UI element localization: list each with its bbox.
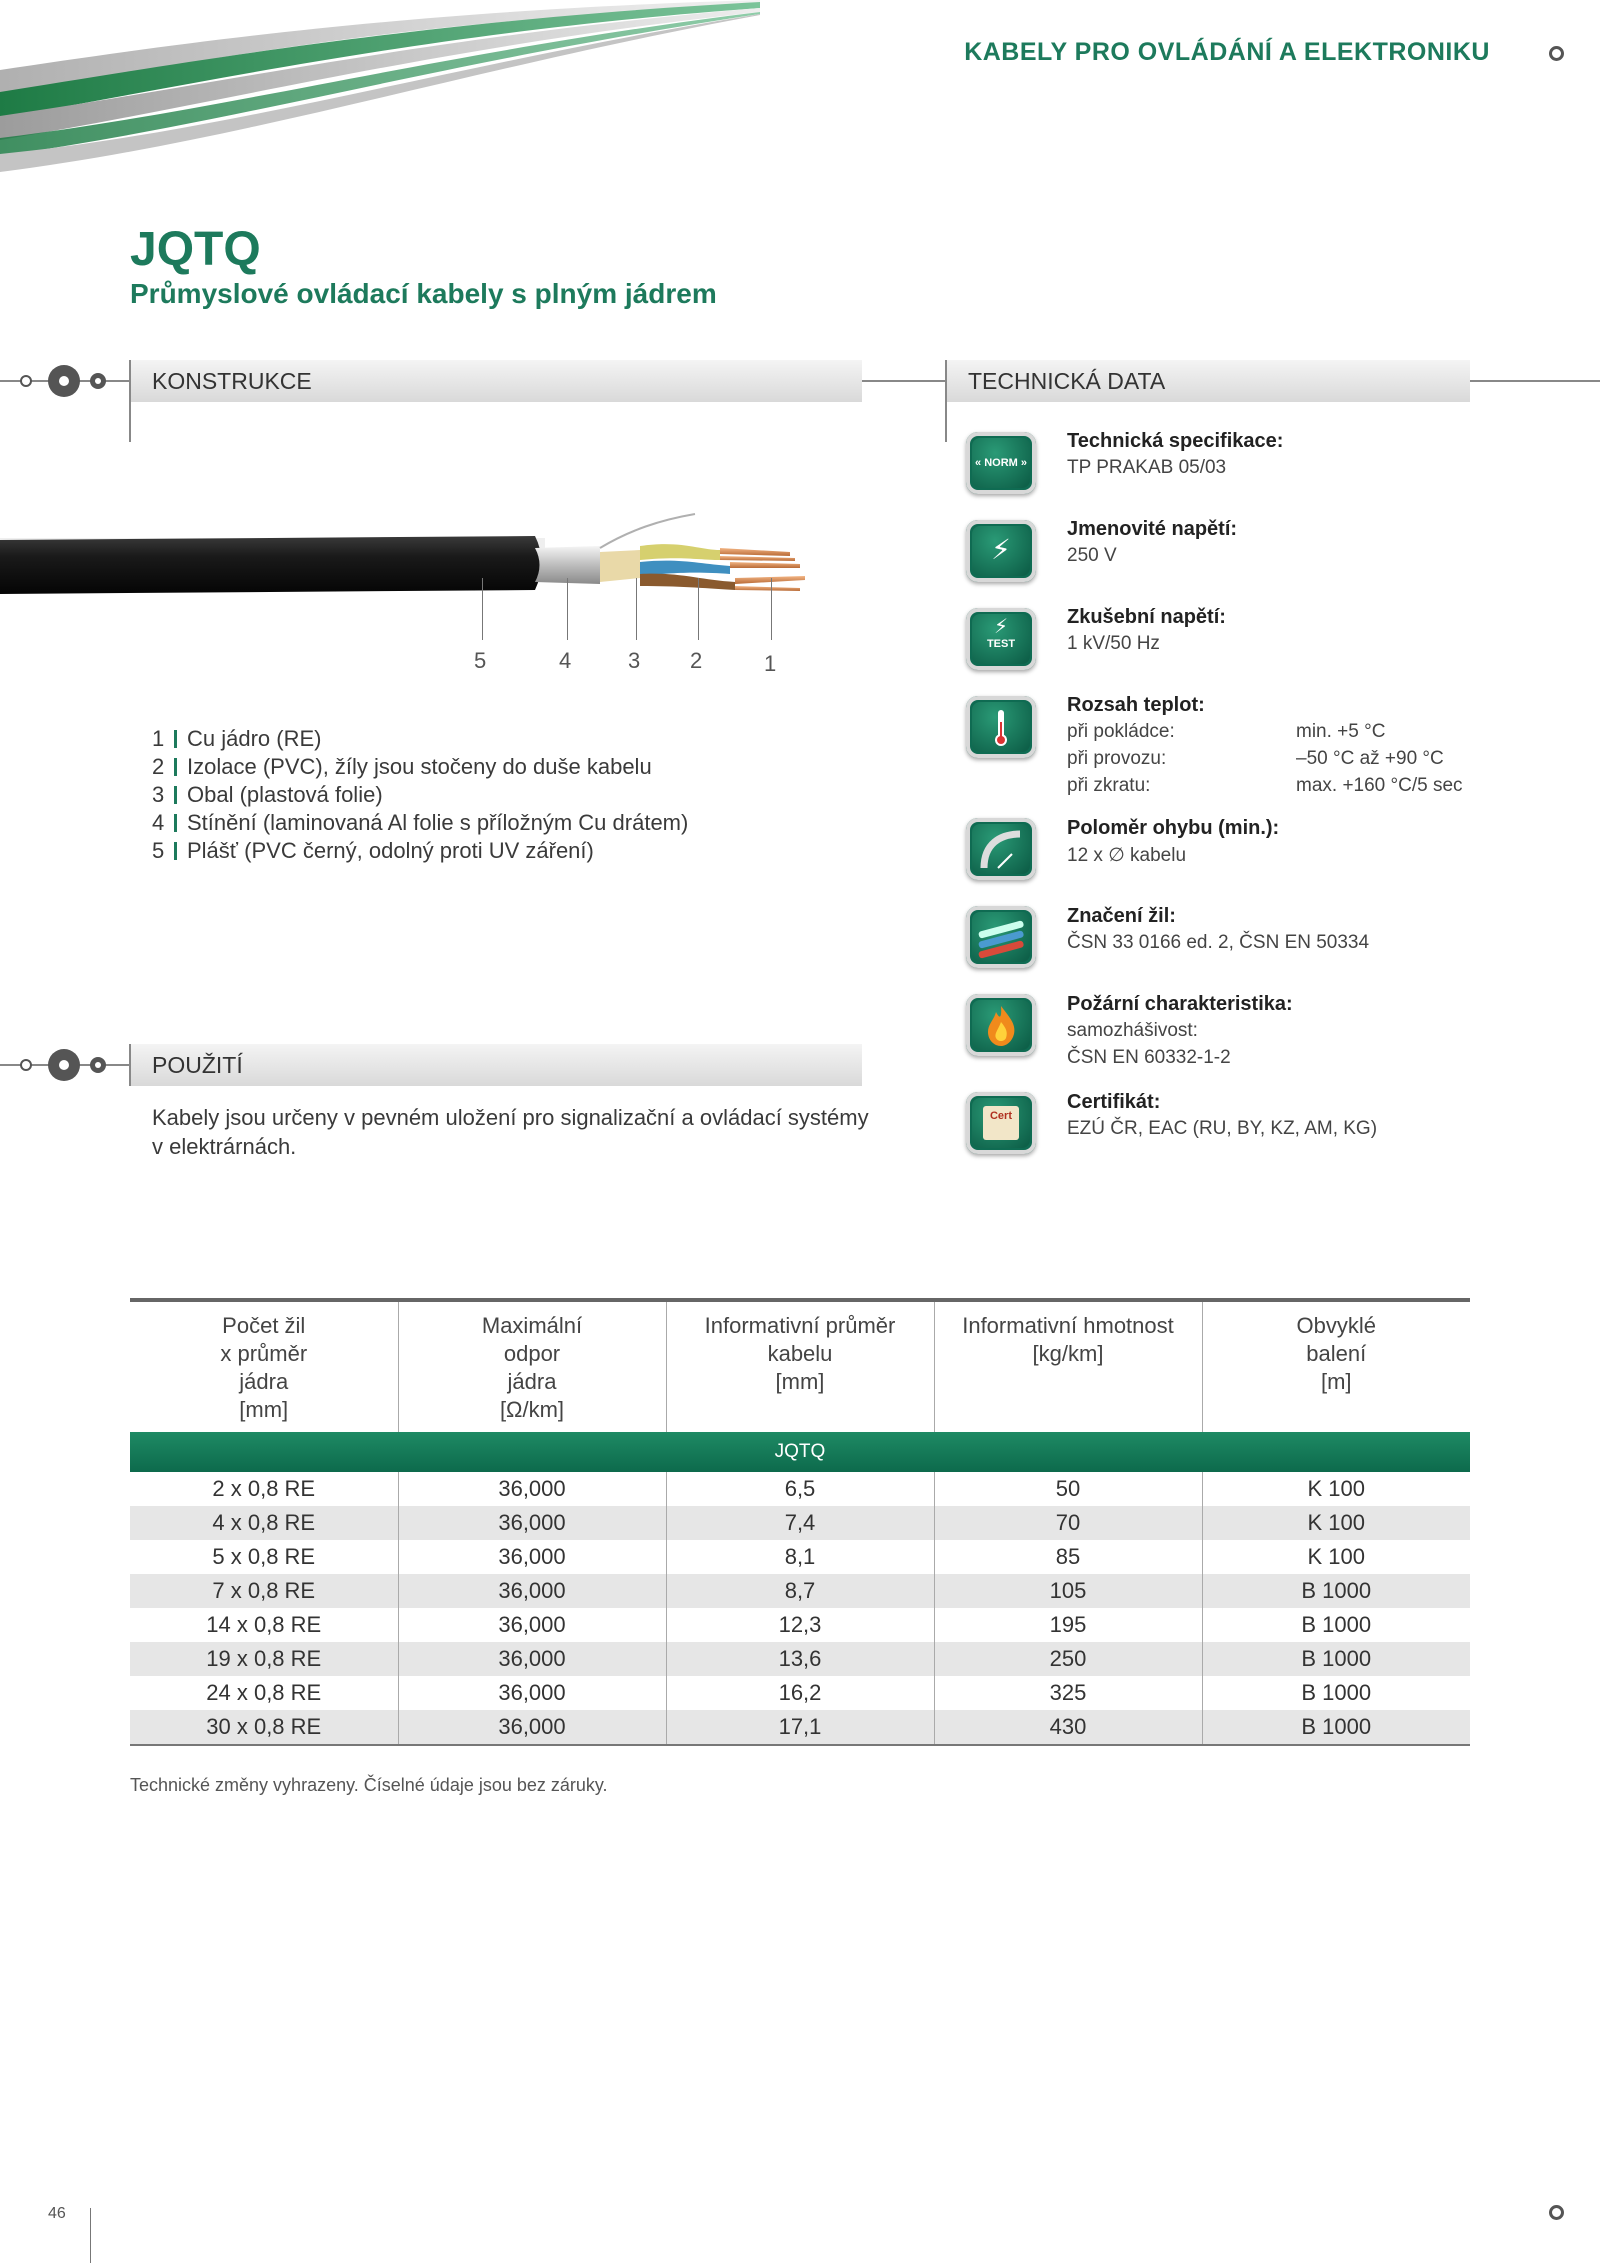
callout-number: 4: [559, 648, 572, 673]
list-item: 4 Stínění (laminovaná Al folie s příložným Cu drátem): [152, 810, 689, 835]
temp-value: min. +5 °C: [1296, 721, 1386, 742]
test-voltage-icon: ⚡ TEST: [966, 608, 1036, 670]
table-row: 14 x 0,8 RE 36,000 12,3 195 B 1000: [130, 1608, 1470, 1642]
thermometer-icon: [966, 696, 1036, 758]
callout-line-3: [636, 578, 637, 640]
callout-line-4: [567, 578, 568, 640]
spec-value: 12 x ∅ kabelu: [1067, 845, 1187, 866]
norm-icon: « NORM »: [966, 432, 1036, 494]
spec-value: ČSN EN 60332-1-2: [1067, 1047, 1231, 1068]
section-divider: [945, 360, 947, 442]
connector-dot-icon: [20, 1059, 32, 1071]
spec-label: Jmenovité napětí:: [1067, 518, 1238, 540]
table-row: 4 x 0,8 RE 36,000 7,4 70 K 100: [130, 1506, 1470, 1540]
table-row: 2 x 0,8 RE 36,000 6,5 50 K 100: [130, 1472, 1470, 1506]
spec-label: Certifikát:: [1067, 1091, 1161, 1113]
temp-value: max. +160 °C/5 sec: [1296, 775, 1463, 796]
callout-number: 1: [764, 651, 777, 676]
callout-line-1: [771, 578, 772, 640]
spec-value: 250 V: [1067, 545, 1117, 566]
list-item: 3 Obal (plastová folie): [152, 782, 383, 807]
product-code: JQTQ: [130, 223, 261, 276]
connector-dot-icon: [20, 375, 32, 387]
footer-divider: [90, 2208, 91, 2263]
column-header-weight: Informativní hmotnost [kg/km]: [934, 1300, 1202, 1432]
table-row: 30 x 0,8 RE 36,000 17,1 430 B 1000: [130, 1710, 1470, 1745]
callout-line-5: [482, 578, 483, 640]
technical-connector-line: [862, 380, 946, 382]
spec-value: TP PRAKAB 05/03: [1067, 457, 1227, 478]
table-header-row: [130, 1300, 1470, 1432]
spec-value: ČSN 33 0166 ed. 2, ČSN EN 50334: [1067, 932, 1370, 953]
product-subtitle: Průmyslové ovládací kabely s plným jádrem: [130, 278, 717, 309]
callout-number: 3: [628, 648, 641, 673]
list-item: 2 Izolace (PVC), žíly jsou stočeny do duše kabelu: [152, 754, 652, 779]
bend-radius-icon: [966, 818, 1036, 880]
footnote: Technické změny vyhrazeny. Číselné údaje jsou bez záruky.: [130, 1775, 608, 1795]
fire-icon: [966, 994, 1036, 1056]
connector-ring-icon: [48, 1049, 80, 1081]
column-header-cores: Počet žil x průměr jádra [mm]: [130, 1300, 398, 1432]
column-header-diameter: Informativní průměr kabelu [mm]: [666, 1300, 934, 1432]
temp-label: při pokládce:: [1067, 721, 1175, 742]
spec-value: samozhášivost:: [1067, 1020, 1198, 1041]
cable-illustration: [0, 490, 900, 670]
spec-label: Technická specifikace:: [1067, 430, 1284, 452]
cable-swoosh-decoration: [0, 0, 760, 180]
column-header-packaging: Obvyklé balení [m]: [1296, 1313, 1376, 1394]
spec-label: Značení žil:: [1067, 905, 1176, 927]
certificate-icon: Cert: [966, 1092, 1036, 1154]
section-usage-header: POUŽITÍ: [130, 1044, 862, 1086]
spec-label: Zkušební napětí:: [1067, 606, 1226, 628]
spec-value: 1 kV/50 Hz: [1067, 633, 1160, 654]
spec-label: Rozsah teplot:: [1067, 694, 1205, 716]
spec-value: EZÚ ČR, EAC (RU, BY, KZ, AM, KG): [1067, 1118, 1378, 1139]
header-ring-icon: [1549, 46, 1564, 61]
section-construction-header: KONSTRUKCE: [130, 360, 862, 402]
temp-label: při zkratu:: [1067, 775, 1151, 796]
spec-label: Požární charakteristika:: [1067, 993, 1293, 1015]
list-item: 1 Cu jádro (RE): [152, 726, 322, 751]
footer-ring-icon: [1549, 2205, 1564, 2220]
column-header-resistance: Maximální odpor jádra [Ω/km]: [398, 1300, 666, 1432]
header-title: KABELY PRO OVLÁDÁNÍ A ELEKTRONIKU: [964, 38, 1490, 66]
table-row: 19 x 0,8 RE 36,000 13,6 250 B 1000: [130, 1642, 1470, 1676]
temp-value: –50 °C až +90 °C: [1296, 748, 1444, 769]
list-item: 5 Plášť (PVC černý, odolný proti UV záření): [152, 838, 594, 863]
callout-line-2: [698, 578, 699, 640]
voltage-icon: ⚡: [966, 520, 1036, 582]
construction-list: [152, 725, 688, 865]
page-number: 46: [48, 2205, 66, 2222]
temp-label: při provozu:: [1067, 748, 1167, 769]
connector-dot-icon: [90, 373, 106, 389]
connector-dot-icon: [90, 1057, 106, 1073]
table-row: 5 x 0,8 RE 36,000 8,1 85 K 100: [130, 1540, 1470, 1574]
section-technical-header: TECHNICKÁ DATA: [946, 360, 1470, 402]
callout-number: 2: [690, 648, 703, 673]
core-marking-icon: [966, 906, 1036, 968]
technical-connector-line-right: [1470, 380, 1600, 382]
spec-label: Poloměr ohybu (min.):: [1067, 817, 1280, 839]
usage-description: Kabely jsou určeny v pevném uložení pro signalizační a ovládací systémy v elektrárnách.: [152, 1105, 869, 1159]
callout-number: 5: [474, 648, 487, 673]
section-divider: [129, 1044, 131, 1086]
table-row: 24 x 0,8 RE 36,000 16,2 325 B 1000: [130, 1676, 1470, 1710]
connector-ring-icon: [48, 365, 80, 397]
table-row: 7 x 0,8 RE 36,000 8,7 105 B 1000: [130, 1574, 1470, 1608]
section-divider: [129, 360, 131, 442]
cable-data-table: [130, 1298, 1470, 1746]
table-group-row: JQTQ: [130, 1432, 1470, 1472]
